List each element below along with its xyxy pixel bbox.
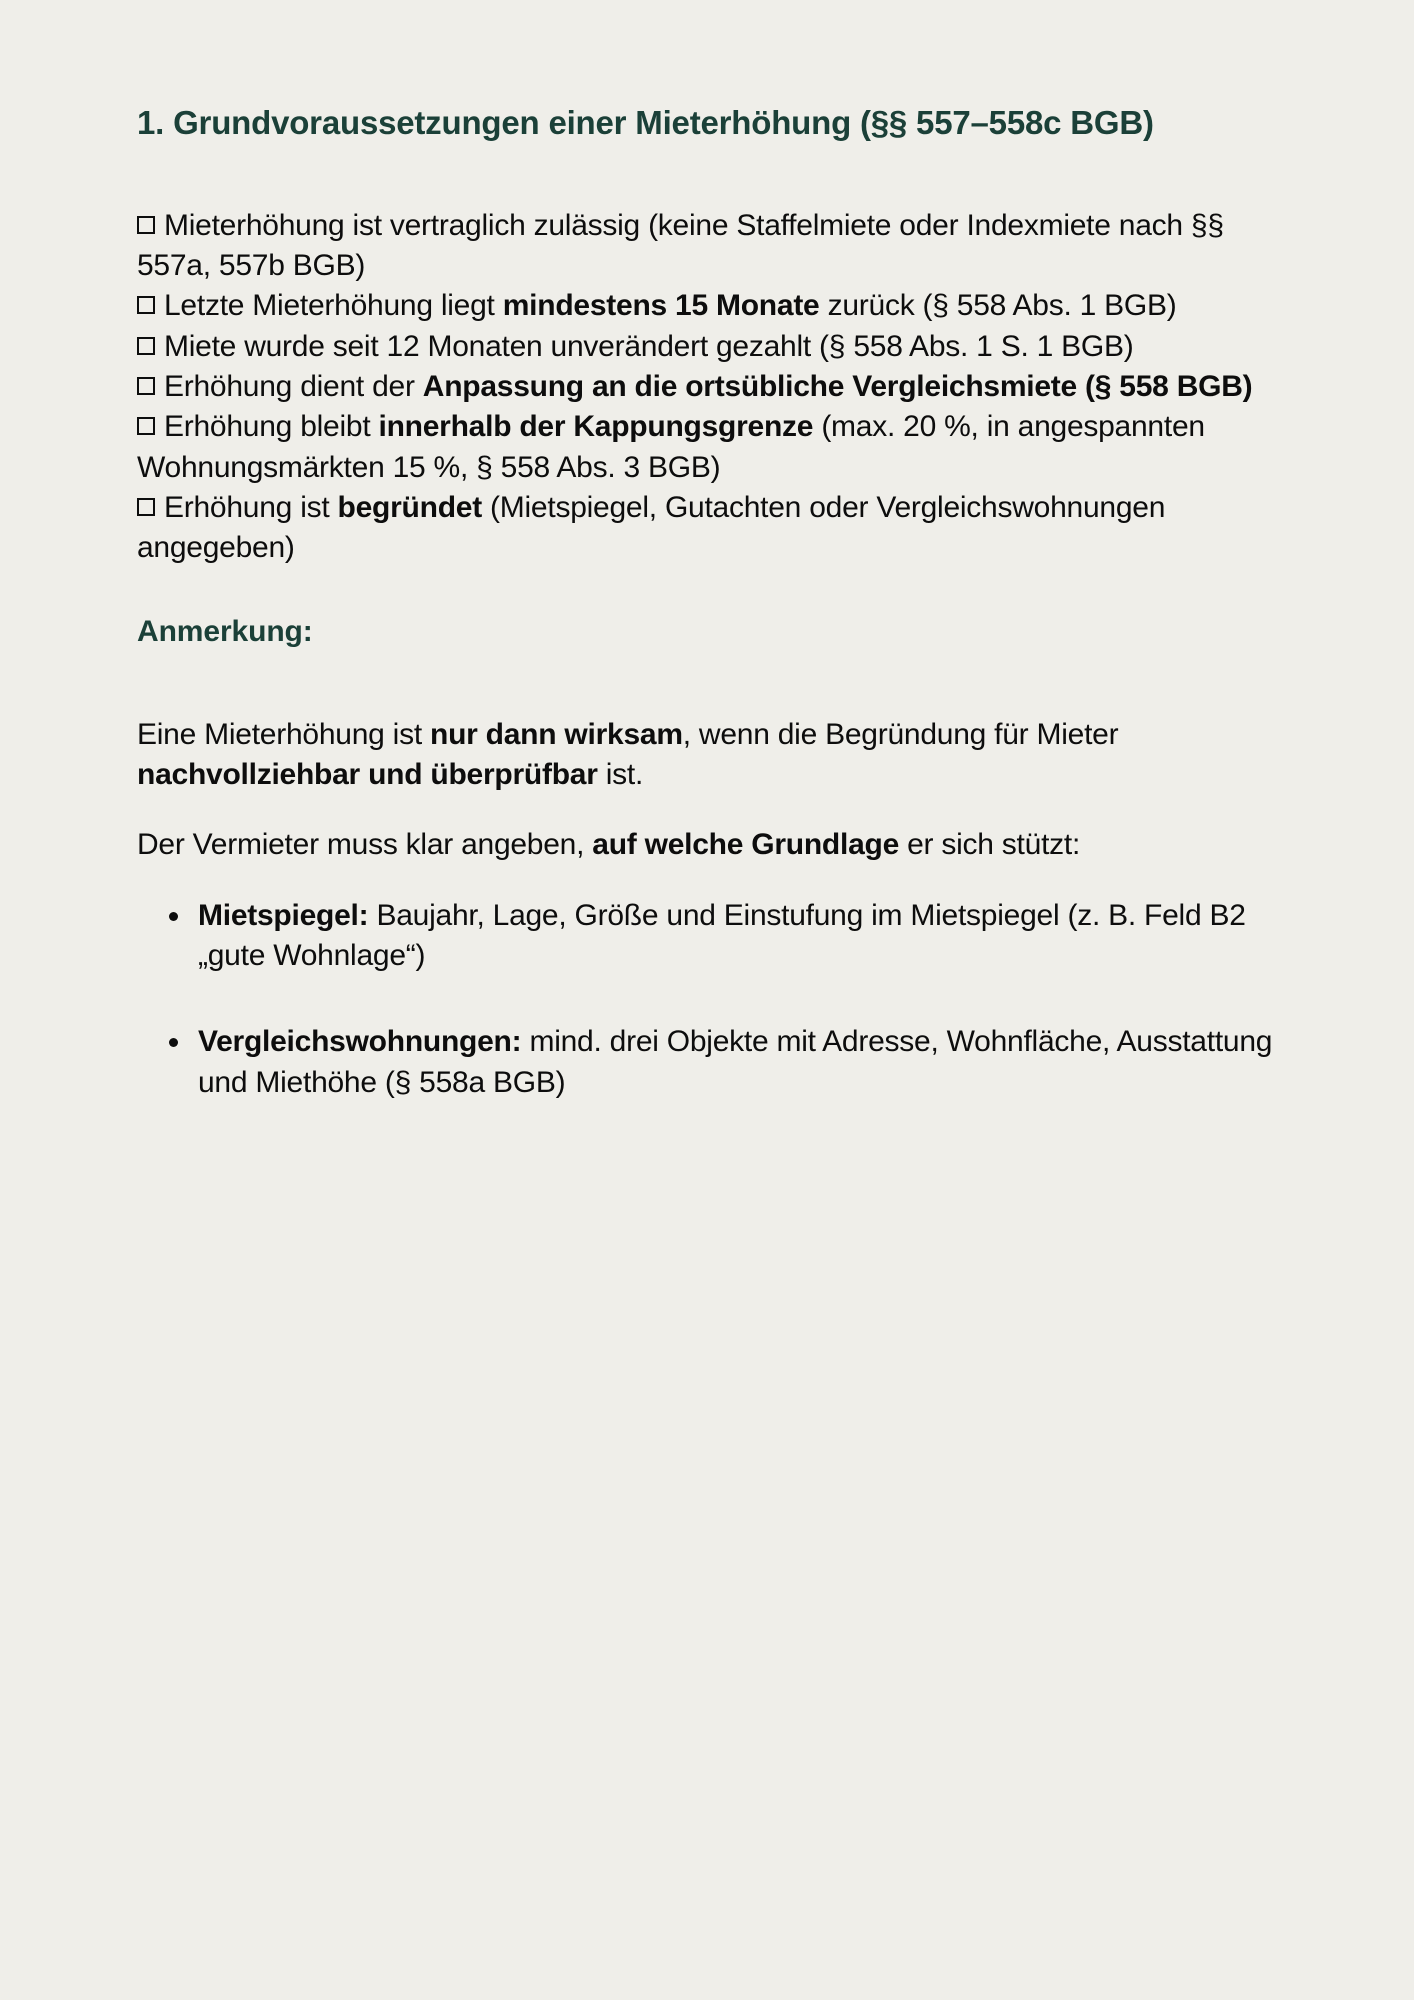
paragraph-text: Eine Mieterhöhung ist [137,717,431,751]
paragraph-emphasis: nur dann wirksam [430,717,683,751]
annotation-heading: Anmerkung: [137,614,313,648]
paragraph-text-mid: , wenn die Begründung für Mieter [682,717,1119,751]
checkbox-icon[interactable] [137,337,155,355]
paragraph-emphasis: auf welche Grundlage [592,828,900,862]
requirements-checklist [137,206,1277,569]
spacer [137,649,1279,685]
checklist-item[interactable] [137,407,1277,488]
list-item [137,1022,1277,1103]
checklist-item-emphasis: innerhalb der Kappungsgrenze [378,410,814,444]
checklist-item-emphasis: Anpassung an die ortsübliche Vergleichsmiete (§ 558 BGB) [422,369,1253,403]
checklist-item-text-tail: zurück (§ 558 Abs. 1 BGB) [819,289,1177,323]
paragraph-emphasis-2: nachvollziehbar und überprüfbar [137,757,598,791]
checklist-item-text-tail: (max. 20 %, in angespannten Wohnungsmärkten 15 %, § 558 Abs. 3 BGB) [137,410,1205,484]
checkbox-icon[interactable] [137,296,155,314]
annotation-paragraph-1 [137,715,1267,796]
list-item-label: Vergleichswohnungen: [198,1025,522,1059]
checklist-item[interactable] [137,286,1277,326]
checklist-item-text: Letzte Mieterhöhung liegt [164,289,503,323]
checkbox-icon[interactable] [137,377,155,395]
checklist-item-text: Mieterhöhung ist vertraglich zulässig (keine Staffelmiete oder Indexmiete nach §§ 557a, 557b BGB) [137,208,1224,282]
checklist-item-emphasis: begründet [337,490,482,524]
bullet-icon [169,1038,178,1047]
spacer [137,160,1279,206]
basis-bullet-list [137,896,1277,1103]
checklist-item-text-tail: (Mietspiegel, Gutachten oder Vergleichswohnungen angegeben) [137,490,1166,565]
checklist-item-emphasis: mindestens 15 Monate [502,289,820,323]
checklist-item-text: Miete wurde seit 12 Monaten unverändert gezahlt (§ 558 Abs. 1 S. 1 BGB) [164,329,1134,363]
list-item-text: Baujahr, Lage, Größe und Einstufung im Mietspiegel (z. B. Feld B2 „gute Wohnlage“) [198,898,1246,972]
paragraph-text: Der Vermieter muss klar angeben, [137,828,593,862]
checkbox-icon[interactable] [137,216,155,234]
checkbox-icon[interactable] [137,417,155,435]
spacer [137,866,1279,896]
checklist-item[interactable] [137,367,1277,407]
checklist-item[interactable] [137,327,1277,367]
page-title: 1. Grundvoraussetzungen einer Mieterhöhung (§§ 557–558c BGB) [137,104,1154,141]
checklist-item-text: Erhöhung ist [164,490,338,524]
annotation-paragraph-2 [137,825,1267,865]
list-item-text: mind. drei Objekte mit Adresse, Wohnfläche, Ausstattung und Miethöhe (§ 558a BGB) [198,1025,1273,1099]
checklist-item-text: Erhöhung dient der [164,369,423,403]
paragraph-text-tail: ist. [597,757,644,791]
checklist-item-text: Erhöhung bleibt [164,410,379,444]
list-item-label: Mietspiegel: [198,898,369,932]
paragraph-text-tail: er sich stützt: [899,828,1081,862]
spacer [137,569,1279,615]
checkbox-icon[interactable] [137,498,155,516]
checklist-item[interactable] [137,488,1277,569]
bullet-icon [169,912,178,921]
list-item [137,896,1277,977]
checklist-item[interactable] [137,206,1277,287]
